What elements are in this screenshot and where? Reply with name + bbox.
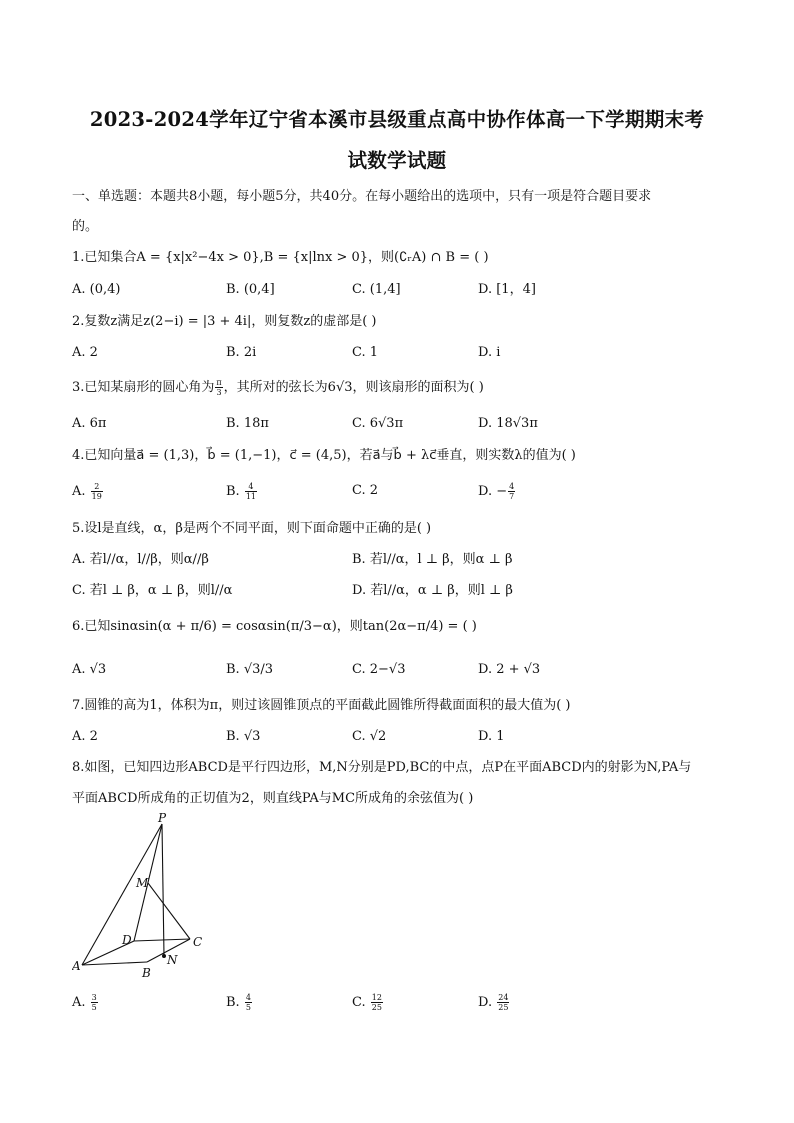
question-8-option-a[interactable] <box>72 993 99 1012</box>
section-instructions-line2: 的。 <box>72 219 99 234</box>
option-label: A. <box>72 995 86 1010</box>
question-3-stem <box>72 378 484 397</box>
question-8-stem-line2: 平面ABCD所成角的正切值为2，则直线PA与MC所成角的余弦值为( ) <box>72 791 474 806</box>
question-3-option-a[interactable]: A. 6π <box>72 416 107 431</box>
question-7-option-c[interactable]: C. √2 <box>352 729 387 744</box>
option-label: D. − <box>478 484 508 499</box>
question-6-option-a[interactable]: A. √3 <box>72 662 107 677</box>
question-8-options <box>72 993 732 1013</box>
fraction-denominator: 19 <box>91 492 102 501</box>
fraction-denominator: 25 <box>371 1003 382 1012</box>
question-3-options <box>72 415 732 435</box>
fraction-numerator: 2 <box>91 482 103 492</box>
question-1-stem: 1.已知集合A = {x|x²−4x > 0},B = {x|lnx > 0}，则(∁ᵣA) ∩ B = ( ) <box>72 250 489 265</box>
question-4-options <box>72 482 732 502</box>
pyramid-edges <box>82 824 190 965</box>
question-8-option-c[interactable] <box>352 993 384 1012</box>
exam-title-line1: 2023-2024学年辽宁省本溪市县级重点高中协作体高一下学期期末考 <box>89 108 705 131</box>
question-7-option-b[interactable]: B. √3 <box>226 729 261 744</box>
option-fraction <box>91 482 103 501</box>
question-3-angle-fraction <box>215 378 222 397</box>
question-1-options <box>72 281 732 301</box>
option-fraction <box>508 482 515 501</box>
edge-pn <box>162 824 164 956</box>
question-5-stem: 5.设l是直线，α，β是两个不同平面，则下面命题中正确的是( ) <box>72 521 432 536</box>
option-fraction <box>497 993 509 1012</box>
fraction-denominator: 11 <box>245 492 257 501</box>
fraction-denominator: 25 <box>498 1003 509 1012</box>
option-fraction <box>91 993 98 1012</box>
label-m: M <box>136 876 149 890</box>
question-2-option-c[interactable]: C. 1 <box>352 345 379 360</box>
question-3-option-d[interactable]: D. 18√3π <box>478 416 538 431</box>
option-fraction <box>371 993 383 1012</box>
section-instructions-line1: 一、单选题：本题共8小题，每小题5分，共40分。在每小题给出的选项中，只有一项是符合题目要求 <box>72 189 652 204</box>
label-d: D <box>122 933 132 947</box>
fraction-denominator: 7 <box>509 492 515 501</box>
question-6-options <box>72 661 732 681</box>
question-2-option-d[interactable]: D. i <box>478 345 501 360</box>
question-5-options-row2 <box>72 582 732 602</box>
question-8-stem-line1: 8.如图，已知四边形ABCD是平行四边形，M,N分别是PD,BC的中点，点P在平面ABCD内的射影为N,PA与 <box>72 760 692 775</box>
question-2-stem: 2.复数z满足z(2−i) = |3 + 4i|，则复数z的虚部是( ) <box>72 314 377 329</box>
question-6-stem: 6.已知sinαsin(α + π/6) = cosαsin(π/3−α)，则tan(2α−π/4) = ( ) <box>72 619 477 634</box>
segment-mc <box>148 883 190 939</box>
question-4-option-a[interactable] <box>72 482 104 501</box>
question-3-stem-prefix: 3.已知某扇形的圆心角为 <box>72 380 215 395</box>
question-8-option-d[interactable] <box>478 993 510 1012</box>
question-7-options <box>72 728 732 748</box>
question-1-option-d[interactable]: D. [1，4] <box>478 282 536 297</box>
option-label: B. <box>226 995 240 1010</box>
question-5-option-c[interactable]: C. 若l ⊥ β，α ⊥ β，则l//α <box>72 583 233 598</box>
question-1-option-a[interactable]: A. (0,4) <box>72 282 121 297</box>
option-label: B. <box>226 484 240 499</box>
fraction-denominator: 5 <box>245 1003 251 1012</box>
question-6-option-d[interactable]: D. 2 + √3 <box>478 662 541 677</box>
fraction-numerator: 4 <box>245 993 251 1002</box>
fraction-denominator: 5 <box>91 1003 97 1012</box>
question-4-option-b[interactable] <box>226 482 258 501</box>
label-c: C <box>193 935 203 949</box>
question-5-option-d[interactable]: D. 若l//α，α ⊥ β，则l ⊥ β <box>352 583 513 598</box>
option-label: A. <box>72 484 86 499</box>
question-4-option-c[interactable]: C. 2 <box>352 483 379 498</box>
question-1-option-c[interactable]: C. (1,4] <box>352 282 401 297</box>
option-fraction <box>245 482 257 501</box>
question-7-option-d[interactable]: D. 1 <box>478 729 505 744</box>
question-3-stem-suffix: ，其所对的弦长为6√3，则该扇形的面积为( ) <box>223 380 484 395</box>
question-3-option-c[interactable]: C. 6√3π <box>352 416 404 431</box>
question-2-option-b[interactable]: B. 2i <box>226 345 257 360</box>
option-label: C. <box>352 995 366 1010</box>
label-a: A <box>72 959 81 973</box>
fraction-numerator: 24 <box>498 993 509 1002</box>
question-1-option-b[interactable]: B. (0,4] <box>226 282 275 297</box>
label-n: N <box>167 953 178 967</box>
pyramid-figure <box>72 812 232 984</box>
fraction-numerator: 4 <box>509 482 515 491</box>
question-7-option-a[interactable]: A. 2 <box>72 729 98 744</box>
point-n-dot <box>162 954 166 958</box>
label-p: P <box>158 812 167 825</box>
option-fraction <box>245 993 252 1012</box>
fraction-denominator: 3 <box>216 388 222 397</box>
fraction-numerator: 3 <box>91 993 97 1002</box>
label-b: B <box>142 966 151 980</box>
question-5-option-b[interactable]: B. 若l//α，l ⊥ β，则α ⊥ β <box>352 552 513 567</box>
question-2-options <box>72 344 732 364</box>
option-label: D. <box>478 995 493 1010</box>
fraction-numerator: 12 <box>371 993 382 1002</box>
question-6-option-c[interactable]: C. 2−√3 <box>352 662 406 677</box>
edge-dc <box>134 939 190 941</box>
question-3-option-b[interactable]: B. 18π <box>226 416 269 431</box>
exam-title-line2: 试数学试题 <box>347 149 447 172</box>
question-4-stem: 4.已知向量a⃗ = (1,3)，b⃗ = (1,−1)，c⃗ = (4,5)，若a⃗与b⃗ + λc⃗垂直，则实数λ的值为( ) <box>72 448 576 463</box>
question-7-stem: 7.圆锥的高为1，体积为π，则过该圆锥顶点的平面截此圆锥所得截面面积的最大值为( ) <box>72 698 571 713</box>
edge-ab <box>82 962 147 965</box>
question-5-option-a[interactable]: A. 若l//α，l//β，则α//β <box>72 552 209 567</box>
question-6-option-b[interactable]: B. √3/3 <box>226 662 274 677</box>
question-5-options-row1 <box>72 551 732 571</box>
question-4-option-d[interactable] <box>478 482 516 501</box>
fraction-numerator: 4 <box>245 482 257 492</box>
question-2-option-a[interactable]: A. 2 <box>72 345 98 360</box>
fraction-numerator: π <box>216 378 222 387</box>
question-8-option-b[interactable] <box>226 993 253 1012</box>
